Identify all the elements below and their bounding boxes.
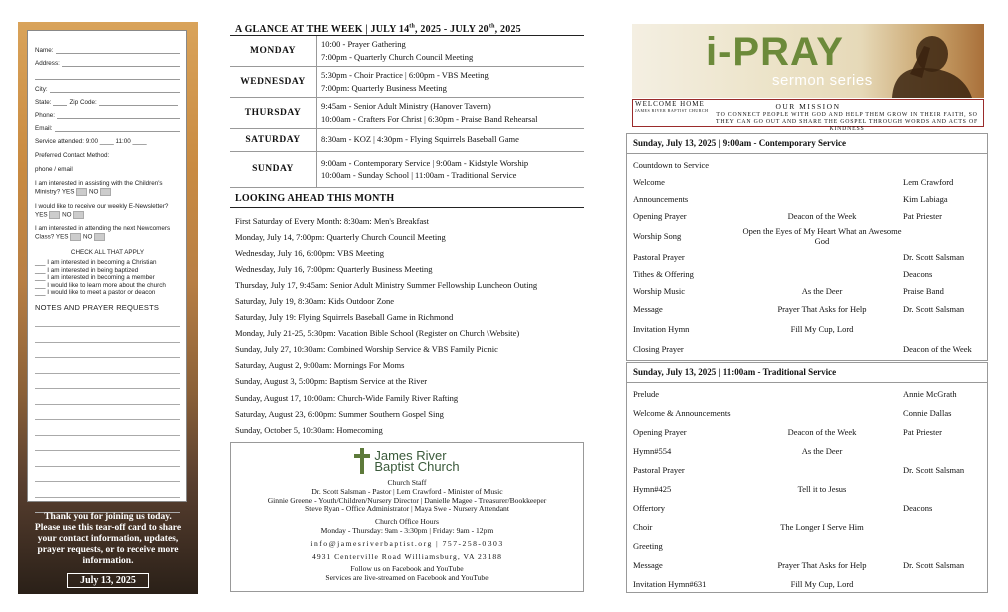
order-item: Prelude: [633, 388, 659, 399]
day-label: MONDAY: [230, 36, 317, 66]
order-item: Closing Prayer: [633, 344, 684, 354]
no-checkbox[interactable]: [73, 211, 84, 219]
order-leader: Dr. Scott Salsman: [903, 251, 965, 262]
order-item: Offertory: [633, 502, 665, 513]
church-logo: [231, 447, 583, 475]
order-row: [627, 265, 987, 282]
ahead-item: Thursday, July 17, 9:45am: Senior Adult Ministry Summer Fellowship Luncheon Outing: [235, 279, 538, 290]
ahead-item: Sunday, August 3, 5:00pm: Baptism Service at the River: [235, 376, 428, 387]
ahead-item: Sunday, August 17, 10:00am: Church-Wide Family River Rafting: [235, 392, 459, 403]
ahead-item: Saturday, July 19: Flying Squirrels Baseball Game in Richmond: [235, 312, 454, 323]
order-row: [627, 318, 987, 339]
order-item: Message: [633, 303, 663, 314]
order-item: Worship Music: [633, 285, 685, 296]
order-detail: Deacon of the Week: [787, 210, 857, 221]
newsletter-interest[interactable]: [35, 203, 180, 220]
event: 9:00am - Contemporary Service | 9:00am - Kidstyle Worship: [321, 157, 529, 168]
service-attended[interactable]: Service attended: 9:00 ____ 11:00 ____: [35, 138, 147, 145]
order-row: [627, 403, 987, 422]
order-row: [627, 460, 987, 479]
order-row: [627, 536, 987, 555]
no-checkbox[interactable]: [94, 233, 105, 241]
no-checkbox[interactable]: [100, 188, 111, 196]
order-row: [627, 422, 987, 441]
order-row: [627, 517, 987, 536]
email-label: Email:: [35, 125, 53, 132]
mission-box: [632, 99, 984, 132]
order-detail: As the Deer: [801, 285, 843, 296]
order-item: Pastoral Prayer: [633, 464, 685, 475]
check-baptized[interactable]: ___ I am interested in being baptized: [35, 266, 139, 274]
phone-field[interactable]: [35, 106, 180, 119]
event: 9:45am - Senior Adult Ministry (Hanover Tavern): [321, 101, 491, 111]
ahead-title: LOOKING AHEAD THIS MONTH: [230, 191, 584, 208]
sermon-banner: [632, 24, 984, 98]
traditional-service: [626, 362, 988, 593]
tearoff-date: July 13, 2025: [67, 573, 149, 588]
notes-title: NOTES AND PRAYER REQUESTS: [35, 302, 160, 312]
yes-label: YES: [55, 234, 69, 242]
event: 10:00am - Crafters For Christ | 6:30pm - Praise Band Rehearsal: [321, 113, 538, 124]
event: 10:00 - Prayer Gathering: [321, 39, 406, 50]
check-meet-pastor[interactable]: ___ I would like to meet a pastor or deacon: [35, 289, 156, 297]
day-label: THURSDAY: [230, 97, 317, 128]
phone-label: Phone:: [35, 112, 55, 119]
check-christian[interactable]: ___ I am interested in becoming a Christian: [35, 259, 157, 267]
order-leader: Pat Priester: [903, 426, 942, 437]
order-detail: The Longer I Serve Him: [780, 521, 864, 532]
no-label: NO: [83, 234, 93, 242]
newcomers-interest-label: I am interested in attending the next Newcomers Class?: [35, 225, 171, 242]
order-item: Invitation Hymn: [633, 323, 690, 334]
staff-line: Dr. Scott Salsman - Pastor | Lem Crawford - Minister of Music: [311, 486, 503, 496]
staff-heading: Church Staff: [387, 478, 427, 487]
no-label: NO: [88, 188, 99, 196]
order-item: Tithes & Offering: [633, 268, 694, 279]
order-row: [627, 479, 987, 498]
preferred-contact-label: Preferred Contact Method:: [35, 152, 110, 159]
order-item: Welcome: [633, 176, 665, 187]
order-row: [627, 224, 987, 248]
order-row: [627, 339, 987, 359]
ahead-item: Wednesday, July 16, 7:00pm: Quarterly Business Meeting: [235, 263, 433, 274]
order-item: Welcome & Announcements: [633, 407, 731, 418]
check-all-label: CHECK ALL THAT APPLY: [70, 249, 145, 257]
order-item: Choir: [633, 521, 653, 532]
order-leader: Deacons: [903, 502, 933, 513]
event: 7:00pm: Quarterly Business Meeting: [321, 82, 447, 93]
yes-checkbox[interactable]: [49, 211, 60, 219]
notes-lines[interactable]: [35, 312, 180, 514]
staff-line: Steve Ryan - Office Administrator | Maya Swe - Nursery Attendant: [305, 504, 509, 514]
order-detail: Tell it to Jesus: [797, 483, 847, 494]
order-row: [627, 282, 987, 299]
address-line2[interactable]: [35, 67, 180, 80]
name-field[interactable]: [35, 41, 180, 54]
welcome-home-label: WELCOME HOME: [635, 100, 705, 108]
ahead-list: [230, 208, 584, 438]
order-row: [627, 299, 987, 318]
order-detail: Deacon of the Week: [787, 426, 857, 437]
contact-info[interactable]: info@jamesriverbaptist.org | 757-258-0303: [310, 538, 504, 548]
mission-heading: OUR MISSION: [775, 102, 841, 111]
address-field[interactable]: [35, 54, 180, 67]
order-row: [627, 555, 987, 574]
order-leader: Dr. Scott Salsman: [903, 464, 965, 475]
logo-line1: James River: [374, 448, 447, 463]
order-row: [627, 156, 987, 173]
logo-line2: Baptist Church: [374, 459, 460, 474]
contact-options[interactable]: phone / email: [35, 166, 73, 173]
order-row: [627, 574, 987, 593]
glance-row-monday: [230, 36, 584, 66]
hours-heading: Church Office Hours: [375, 517, 439, 527]
day-label: SATURDAY: [230, 128, 317, 151]
order-item: Opening Prayer: [633, 426, 687, 437]
check-member[interactable]: ___ I am interested in becoming a member: [35, 274, 155, 282]
order-detail: Fill My Cup, Lord: [790, 323, 854, 334]
yes-label: YES: [35, 211, 48, 219]
order-row: [627, 498, 987, 517]
order-leader: Deacons: [903, 268, 933, 279]
order-leader: Kim Labiaga: [903, 193, 948, 204]
ahead-item: Monday, July 14, 7:00pm: Quarterly Church Council Meeting: [235, 231, 446, 242]
order-leader: Connie Dallas: [903, 407, 952, 418]
children-interest[interactable]: [35, 180, 180, 197]
order-row: [627, 190, 987, 207]
church-address: 4931 Centerville Road Williamsburg, VA 23188: [312, 551, 502, 561]
order-leader: Lem Crawford: [903, 176, 954, 187]
contemporary-service: [626, 133, 988, 361]
glance-row-sunday: [230, 151, 584, 187]
event: 7:00pm - Quarterly Church Council Meeting: [321, 51, 474, 62]
state-label: State:: [35, 99, 52, 106]
order-item: Announcements: [633, 193, 689, 204]
traditional-title: Sunday, July 13, 2025 | 11:00am - Traditional Service: [627, 363, 987, 383]
order-leader: Dr. Scott Salsman: [903, 559, 965, 570]
event: 8:30am - KOZ | 4:30pm - Flying Squirrels Baseball Game: [321, 134, 519, 145]
order-leader: Dr. Scott Salsman: [903, 303, 965, 314]
order-item: Pastoral Prayer: [633, 251, 685, 262]
ahead-item: Saturday, July 19, 8:30am: Kids Outdoor Zone: [235, 295, 395, 306]
staff-line: Ginnie Greene - Youth/Children/Nursery Director | Danielle Magee - Treasurer/Bookkeeper: [267, 495, 547, 505]
yes-checkbox[interactable]: [76, 188, 87, 196]
yes-label: YES: [61, 188, 75, 196]
tearoff-panel: [18, 22, 198, 594]
no-label: NO: [62, 211, 72, 219]
church-name-small: JAMES RIVER BAPTIST CHURCH: [635, 108, 709, 113]
ahead-item: Monday, July 21-25, 5:30pm: Vacation Bible School (Register on Church \Website): [235, 328, 520, 339]
order-detail: Fill My Cup, Lord: [790, 578, 854, 589]
ahead-item: First Saturday of Every Month: 8:30am: Men's Breakfast: [235, 215, 429, 226]
ahead-item: Wednesday, July 16, 6:00pm: VBS Meeting: [235, 247, 385, 258]
middle-panel: [230, 20, 584, 596]
series-title: i-PRAY: [706, 30, 844, 74]
church-staff-box: [230, 442, 584, 592]
order-item: Invitation Hymn#631: [633, 578, 707, 589]
event: 5:30pm - Choir Practice | 6:00pm - VBS Meeting: [321, 70, 489, 80]
yes-checkbox[interactable]: [70, 233, 81, 241]
series-subtitle: sermon series: [772, 72, 873, 89]
check-learn-more[interactable]: ___ I would like to learn more about the church: [35, 281, 166, 289]
order-item: Greeting: [633, 540, 663, 551]
order-leader: Annie McGrath: [903, 388, 957, 399]
email-field[interactable]: [35, 119, 180, 132]
order-item: Hymn#554: [633, 445, 672, 456]
glance-row-saturday: [230, 128, 584, 151]
order-row: [627, 173, 987, 190]
order-item: Message: [633, 559, 663, 570]
thanks-message: [18, 512, 198, 588]
order-detail: Open the Eyes of My Heart What an Awesome God: [742, 226, 902, 246]
ahead-item: Sunday, October 5, 10:30am: Homecoming: [235, 424, 383, 435]
order-row: [627, 248, 987, 265]
ahead-item: Sunday, July 27, 10:30am: Combined Worship Service & VBS Family Picnic: [235, 344, 498, 355]
day-label: SUNDAY: [230, 151, 317, 187]
order-detail: As the Deer: [801, 445, 843, 456]
order-leader: Pat Priester: [903, 210, 942, 221]
order-detail: Prayer That Asks for Help: [777, 559, 867, 570]
state-zip-row[interactable]: [35, 93, 180, 106]
city-field[interactable]: [35, 80, 180, 93]
name-label: Name:: [35, 47, 54, 54]
glance-table: [230, 36, 584, 188]
contemporary-title: Sunday, July 13, 2025 | 9:00am - Contemporary Service: [627, 134, 987, 154]
address-label: Address:: [35, 60, 60, 67]
glance-title: A GLANCE AT THE WEEK | JULY 14th, 2025 - JULY 20th, 2025: [230, 20, 584, 36]
order-leader: Praise Band: [903, 285, 944, 296]
ahead-item: Saturday, August 23, 6:00pm: Summer Southern Gospel Sing: [235, 408, 444, 419]
event: 10:00am - Sunday School | 11:00am - Traditional Service: [321, 170, 517, 180]
zip-label: Zip Code:: [69, 99, 97, 106]
glance-row-thursday: [230, 97, 584, 128]
order-item: Opening Prayer: [633, 210, 687, 221]
children-interest-label: I am interested in assisting with the Children's Ministry?: [35, 180, 163, 196]
tearoff-card: [27, 30, 187, 502]
order-item: Countdown to Service: [633, 159, 710, 170]
city-label: City:: [35, 86, 48, 93]
order-leader: Deacon of the Week: [903, 344, 972, 354]
order-item: Worship Song: [633, 231, 682, 241]
order-row: [627, 207, 987, 224]
order-row: [627, 384, 987, 403]
order-row: [627, 441, 987, 460]
order-item: Hymn#425: [633, 483, 672, 494]
day-label: WEDNESDAY: [230, 66, 317, 97]
ahead-item: Saturday, August 2, 9:00am: Mornings For Moms: [235, 360, 405, 371]
order-detail: Prayer That Asks for Help: [777, 303, 867, 314]
newsletter-interest-label: I would like to receive our weekly E-Newsletter?: [35, 202, 169, 210]
office-hours: Monday - Thursday: 9am - 3:30pm | Friday: 9am - 12pm: [320, 525, 494, 535]
glance-row-wednesday: [230, 66, 584, 97]
social-line: Follow us on Facebook and YouTube: [350, 564, 464, 574]
social-line: Services are live-streamed on Facebook and YouTube: [325, 573, 489, 583]
mission-text: TO CONNECT PEOPLE WITH GOD AND HELP THEM GROW IN THEIR FAITH, SO THEY CAN GO OUT AND SHARE THE GOSPEL THROUGH WORDS AND ACTS OF KINDNESS: [716, 112, 978, 132]
newcomers-interest[interactable]: [35, 225, 180, 242]
cross-icon: [354, 448, 370, 474]
thanks-text: Thank you for joining us today. Please use this tear-off card to share your contact information, updates, prayer requests, or to receive more information.: [34, 512, 182, 566]
